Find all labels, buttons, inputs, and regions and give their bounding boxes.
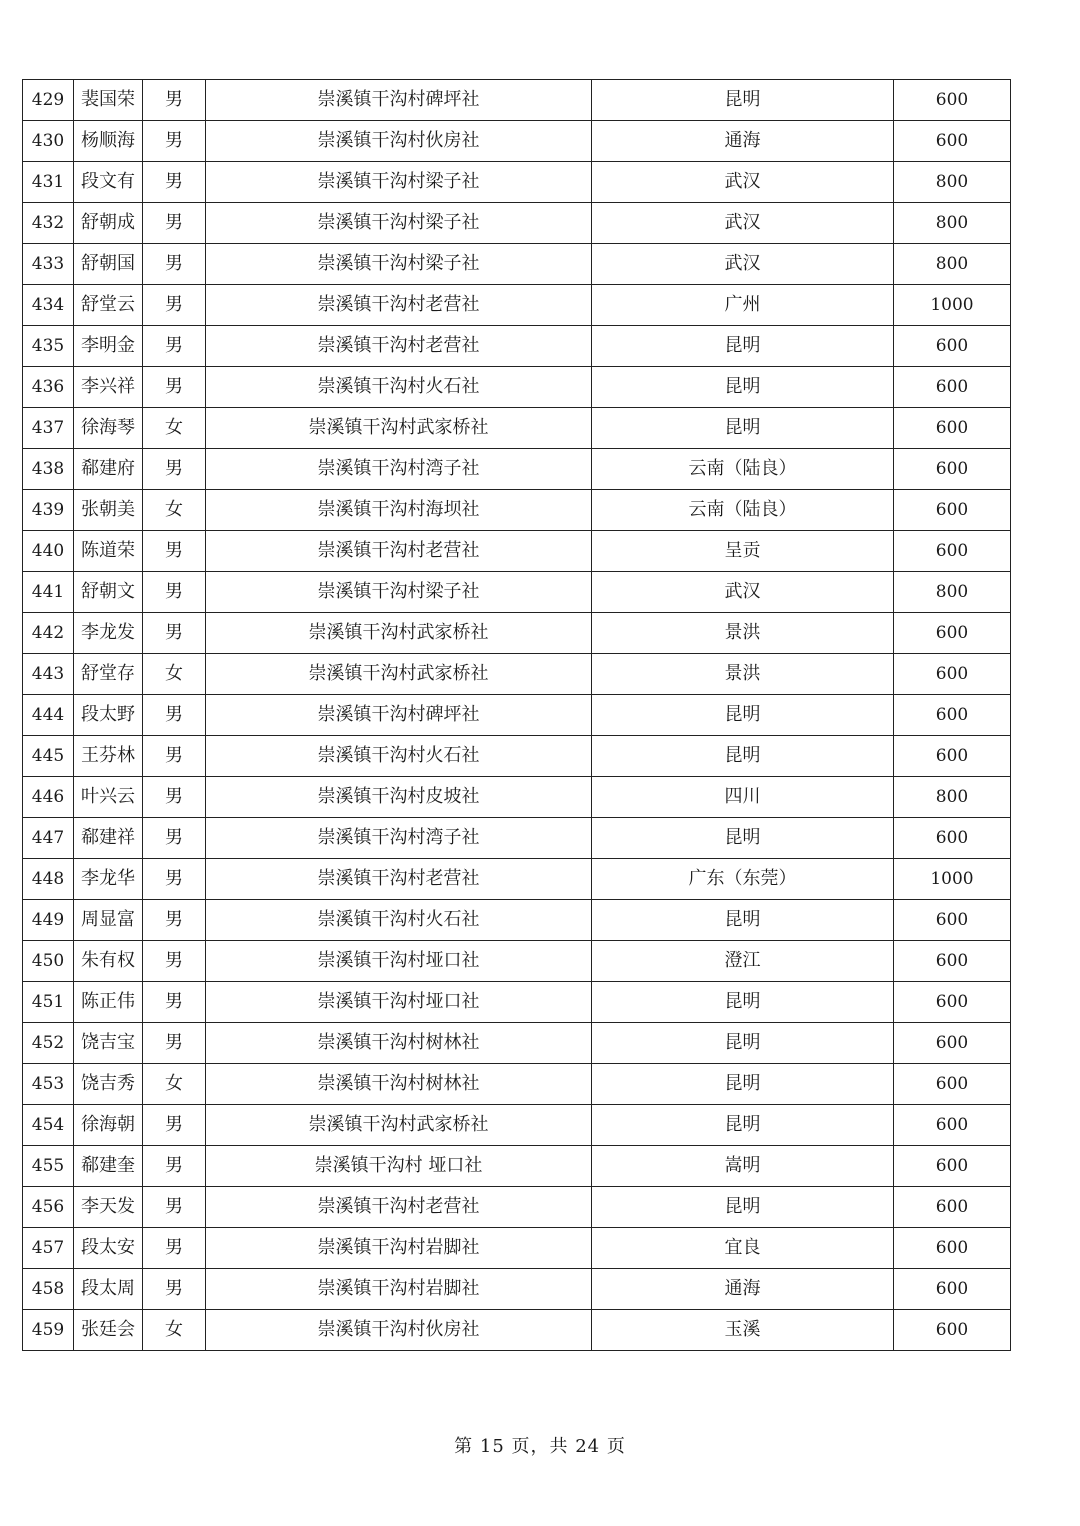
amount-cell: 600	[894, 326, 1011, 367]
table-row	[23, 80, 1011, 121]
destination-cell: 昆明	[592, 695, 894, 736]
row-number-cell: 431	[23, 162, 74, 203]
table-row	[23, 1228, 1011, 1269]
gender-cell: 男	[143, 1105, 206, 1146]
address-cell: 崇溪镇干沟村岩脚社	[206, 1228, 592, 1269]
amount-cell: 600	[894, 1146, 1011, 1187]
destination-cell: 昆明	[592, 900, 894, 941]
gender-cell: 男	[143, 1228, 206, 1269]
destination-cell: 通海	[592, 121, 894, 162]
name-cell: 李龙华	[74, 859, 143, 900]
amount-cell: 1000	[894, 859, 1011, 900]
gender-cell: 男	[143, 859, 206, 900]
name-cell: 周显富	[74, 900, 143, 941]
destination-cell: 武汉	[592, 162, 894, 203]
gender-cell: 女	[143, 490, 206, 531]
table-row	[23, 900, 1011, 941]
amount-cell: 600	[894, 654, 1011, 695]
table-row	[23, 1187, 1011, 1228]
row-number-cell: 450	[23, 941, 74, 982]
destination-cell: 昆明	[592, 408, 894, 449]
table-row	[23, 777, 1011, 818]
table-row	[23, 1310, 1011, 1351]
amount-cell: 600	[894, 613, 1011, 654]
destination-cell: 昆明	[592, 1064, 894, 1105]
amount-cell: 600	[894, 1269, 1011, 1310]
address-cell: 崇溪镇干沟村老营社	[206, 326, 592, 367]
address-cell: 崇溪镇干沟村伙房社	[206, 121, 592, 162]
destination-cell: 景洪	[592, 613, 894, 654]
gender-cell: 男	[143, 982, 206, 1023]
address-cell: 崇溪镇干沟村武家桥社	[206, 408, 592, 449]
table-row	[23, 285, 1011, 326]
destination-cell: 呈贡	[592, 531, 894, 572]
row-number-cell: 449	[23, 900, 74, 941]
row-number-cell: 430	[23, 121, 74, 162]
gender-cell: 男	[143, 449, 206, 490]
row-number-cell: 445	[23, 736, 74, 777]
name-cell: 舒堂云	[74, 285, 143, 326]
row-number-cell: 458	[23, 1269, 74, 1310]
address-cell: 崇溪镇干沟村岩脚社	[206, 1269, 592, 1310]
address-cell: 崇溪镇干沟村老营社	[206, 1187, 592, 1228]
gender-cell: 女	[143, 408, 206, 449]
destination-cell: 昆明	[592, 80, 894, 121]
row-number-cell: 451	[23, 982, 74, 1023]
address-cell: 崇溪镇干沟村湾子社	[206, 449, 592, 490]
table-row	[23, 1146, 1011, 1187]
name-cell: 李明金	[74, 326, 143, 367]
amount-cell: 600	[894, 80, 1011, 121]
row-number-cell: 429	[23, 80, 74, 121]
gender-cell: 男	[143, 736, 206, 777]
gender-cell: 男	[143, 900, 206, 941]
address-cell: 崇溪镇干沟村武家桥社	[206, 613, 592, 654]
row-number-cell: 454	[23, 1105, 74, 1146]
table-row	[23, 1023, 1011, 1064]
gender-cell: 男	[143, 1269, 206, 1310]
gender-cell: 男	[143, 80, 206, 121]
amount-cell: 600	[894, 449, 1011, 490]
page-footer: 第 15 页，共 24 页	[454, 1436, 626, 1457]
name-cell: 李天发	[74, 1187, 143, 1228]
address-cell: 崇溪镇干沟村梁子社	[206, 572, 592, 613]
gender-cell: 男	[143, 695, 206, 736]
name-cell: 张廷会	[74, 1310, 143, 1351]
name-cell: 饶吉宝	[74, 1023, 143, 1064]
name-cell: 李龙发	[74, 613, 143, 654]
table-row	[23, 1269, 1011, 1310]
table-row	[23, 982, 1011, 1023]
row-number-cell: 435	[23, 326, 74, 367]
address-cell: 崇溪镇干沟村树林社	[206, 1064, 592, 1105]
gender-cell: 男	[143, 1187, 206, 1228]
table-row	[23, 818, 1011, 859]
table-row	[23, 531, 1011, 572]
name-cell: 杨顺海	[74, 121, 143, 162]
address-cell: 崇溪镇干沟村碑坪社	[206, 80, 592, 121]
gender-cell: 男	[143, 1023, 206, 1064]
table-row	[23, 941, 1011, 982]
name-cell: 徐海琴	[74, 408, 143, 449]
destination-cell: 广州	[592, 285, 894, 326]
destination-cell: 武汉	[592, 244, 894, 285]
address-cell: 崇溪镇干沟村火石社	[206, 736, 592, 777]
name-cell: 段太野	[74, 695, 143, 736]
row-number-cell: 452	[23, 1023, 74, 1064]
destination-cell: 昆明	[592, 982, 894, 1023]
gender-cell: 男	[143, 121, 206, 162]
name-cell: 朱有权	[74, 941, 143, 982]
address-cell: 崇溪镇干沟村老营社	[206, 859, 592, 900]
row-number-cell: 436	[23, 367, 74, 408]
address-cell: 崇溪镇干沟村武家桥社	[206, 654, 592, 695]
name-cell: 段太安	[74, 1228, 143, 1269]
gender-cell: 男	[143, 367, 206, 408]
row-number-cell: 433	[23, 244, 74, 285]
destination-cell: 昆明	[592, 367, 894, 408]
destination-cell: 通海	[592, 1269, 894, 1310]
table-row	[23, 203, 1011, 244]
name-cell: 段文有	[74, 162, 143, 203]
name-cell: 舒朝成	[74, 203, 143, 244]
name-cell: 陈道荣	[74, 531, 143, 572]
amount-cell: 600	[894, 1105, 1011, 1146]
address-cell: 崇溪镇干沟村火石社	[206, 900, 592, 941]
table-row	[23, 859, 1011, 900]
address-cell: 崇溪镇干沟村老营社	[206, 531, 592, 572]
amount-cell: 800	[894, 572, 1011, 613]
destination-cell: 昆明	[592, 1187, 894, 1228]
address-cell: 崇溪镇干沟村 垭口社	[206, 1146, 592, 1187]
row-number-cell: 453	[23, 1064, 74, 1105]
amount-cell: 600	[894, 1064, 1011, 1105]
table-row	[23, 613, 1011, 654]
name-cell: 徐海朝	[74, 1105, 143, 1146]
name-cell: 裴国荣	[74, 80, 143, 121]
destination-cell: 云南（陆良）	[592, 449, 894, 490]
row-number-cell: 432	[23, 203, 74, 244]
address-cell: 崇溪镇干沟村武家桥社	[206, 1105, 592, 1146]
table-row	[23, 449, 1011, 490]
table-row	[23, 326, 1011, 367]
row-number-cell: 457	[23, 1228, 74, 1269]
row-number-cell: 447	[23, 818, 74, 859]
destination-cell: 景洪	[592, 654, 894, 695]
address-cell: 崇溪镇干沟村火石社	[206, 367, 592, 408]
address-cell: 崇溪镇干沟村梁子社	[206, 244, 592, 285]
destination-cell: 云南（陆良）	[592, 490, 894, 531]
row-number-cell: 441	[23, 572, 74, 613]
name-cell: 叶兴云	[74, 777, 143, 818]
name-cell: 李兴祥	[74, 367, 143, 408]
address-cell: 崇溪镇干沟村老营社	[206, 285, 592, 326]
table-row	[23, 1105, 1011, 1146]
gender-cell: 男	[143, 326, 206, 367]
gender-cell: 男	[143, 777, 206, 818]
table-row	[23, 408, 1011, 449]
destination-cell: 昆明	[592, 736, 894, 777]
row-number-cell: 438	[23, 449, 74, 490]
amount-cell: 600	[894, 941, 1011, 982]
gender-cell: 女	[143, 654, 206, 695]
table-row	[23, 736, 1011, 777]
name-cell: 饶吉秀	[74, 1064, 143, 1105]
address-cell: 崇溪镇干沟村树林社	[206, 1023, 592, 1064]
row-number-cell: 455	[23, 1146, 74, 1187]
gender-cell: 男	[143, 244, 206, 285]
gender-cell: 女	[143, 1310, 206, 1351]
gender-cell: 男	[143, 285, 206, 326]
row-number-cell: 446	[23, 777, 74, 818]
destination-cell: 四川	[592, 777, 894, 818]
address-cell: 崇溪镇干沟村湾子社	[206, 818, 592, 859]
amount-cell: 600	[894, 695, 1011, 736]
address-cell: 崇溪镇干沟村皮坡社	[206, 777, 592, 818]
amount-cell: 600	[894, 818, 1011, 859]
name-cell: 陈正伟	[74, 982, 143, 1023]
amount-cell: 600	[894, 982, 1011, 1023]
row-number-cell: 440	[23, 531, 74, 572]
row-number-cell: 434	[23, 285, 74, 326]
destination-cell: 昆明	[592, 1023, 894, 1064]
address-cell: 崇溪镇干沟村梁子社	[206, 203, 592, 244]
gender-cell: 女	[143, 1064, 206, 1105]
name-cell: 舒堂存	[74, 654, 143, 695]
row-number-cell: 444	[23, 695, 74, 736]
gender-cell: 男	[143, 162, 206, 203]
amount-cell: 600	[894, 1023, 1011, 1064]
address-cell: 崇溪镇干沟村海坝社	[206, 490, 592, 531]
destination-cell: 嵩明	[592, 1146, 894, 1187]
destination-cell: 昆明	[592, 818, 894, 859]
amount-cell: 600	[894, 531, 1011, 572]
name-cell: 舒朝文	[74, 572, 143, 613]
amount-cell: 600	[894, 1310, 1011, 1351]
amount-cell: 600	[894, 1228, 1011, 1269]
destination-cell: 宜良	[592, 1228, 894, 1269]
table-row	[23, 1064, 1011, 1105]
amount-cell: 800	[894, 244, 1011, 285]
amount-cell: 800	[894, 162, 1011, 203]
name-cell: 舒朝国	[74, 244, 143, 285]
name-cell: 段太周	[74, 1269, 143, 1310]
table-row	[23, 654, 1011, 695]
name-cell: 张朝美	[74, 490, 143, 531]
table-row	[23, 244, 1011, 285]
amount-cell: 600	[894, 900, 1011, 941]
table-row	[23, 490, 1011, 531]
gender-cell: 男	[143, 203, 206, 244]
row-number-cell: 442	[23, 613, 74, 654]
address-cell: 崇溪镇干沟村垭口社	[206, 941, 592, 982]
row-number-cell: 448	[23, 859, 74, 900]
table-row	[23, 572, 1011, 613]
address-cell: 崇溪镇干沟村伙房社	[206, 1310, 592, 1351]
destination-cell: 昆明	[592, 326, 894, 367]
name-cell: 郗建府	[74, 449, 143, 490]
row-number-cell: 456	[23, 1187, 74, 1228]
destination-cell: 武汉	[592, 203, 894, 244]
row-number-cell: 443	[23, 654, 74, 695]
amount-cell: 600	[894, 121, 1011, 162]
roster-table	[22, 79, 1011, 1351]
gender-cell: 男	[143, 531, 206, 572]
address-cell: 崇溪镇干沟村垭口社	[206, 982, 592, 1023]
destination-cell: 武汉	[592, 572, 894, 613]
row-number-cell: 459	[23, 1310, 74, 1351]
gender-cell: 男	[143, 572, 206, 613]
row-number-cell: 439	[23, 490, 74, 531]
destination-cell: 昆明	[592, 1105, 894, 1146]
gender-cell: 男	[143, 1146, 206, 1187]
gender-cell: 男	[143, 818, 206, 859]
name-cell: 郗建奎	[74, 1146, 143, 1187]
amount-cell: 600	[894, 1187, 1011, 1228]
table-row	[23, 121, 1011, 162]
destination-cell: 玉溪	[592, 1310, 894, 1351]
amount-cell: 1000	[894, 285, 1011, 326]
table-row	[23, 695, 1011, 736]
gender-cell: 男	[143, 941, 206, 982]
destination-cell: 澄江	[592, 941, 894, 982]
amount-cell: 800	[894, 777, 1011, 818]
destination-cell: 广东（东莞）	[592, 859, 894, 900]
address-cell: 崇溪镇干沟村梁子社	[206, 162, 592, 203]
amount-cell: 600	[894, 408, 1011, 449]
amount-cell: 600	[894, 490, 1011, 531]
table-row	[23, 367, 1011, 408]
name-cell: 郗建祥	[74, 818, 143, 859]
row-number-cell: 437	[23, 408, 74, 449]
amount-cell: 600	[894, 367, 1011, 408]
table-row	[23, 162, 1011, 203]
amount-cell: 800	[894, 203, 1011, 244]
gender-cell: 男	[143, 613, 206, 654]
address-cell: 崇溪镇干沟村碑坪社	[206, 695, 592, 736]
name-cell: 王芬林	[74, 736, 143, 777]
roster-table-body	[23, 80, 1011, 1351]
amount-cell: 600	[894, 736, 1011, 777]
